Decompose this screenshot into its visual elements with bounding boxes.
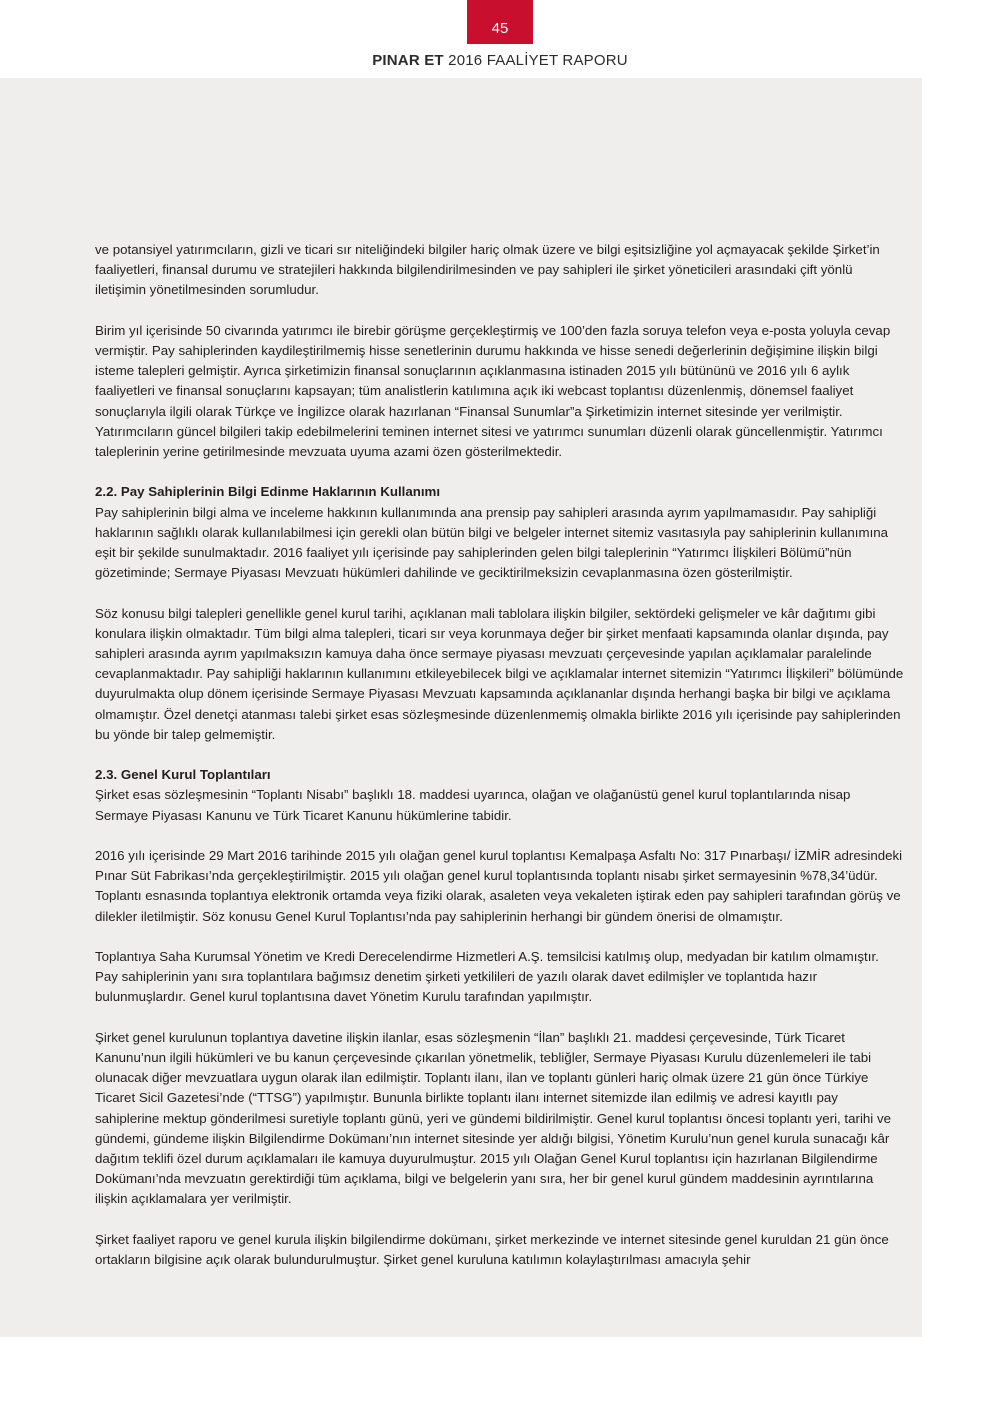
report-title [0, 52, 1000, 69]
page-number: 45 [491, 20, 509, 37]
paragraph: 2016 yılı içerisinde 29 Mart 2016 tarihinde 2015 yılı olağan genel kurul toplantısı Kemalpaşa Asfaltı No: 317 Pınarbaşı/ İZMİR adresindeki Pınar Süt Fabrikası’nda gerçekleştirilmiştir. 2015 yılı olağan genel kurul toplantısında toplantı nisabı şirket sermayesinin %78,34’üdür. Toplantı esnasında toplantıya elektronik ortamda veya fiziki olarak, asaleten veya vekaleten iştirak eden pay sahipleri tarafından görüş ve dilekler iletilmiştir. Söz konusu Genel Kurul Toplantısı’nda pay sahiplerinin herhangi bir gündem önerisi de olmamıştır. [95, 848, 903, 924]
paragraph: Söz konusu bilgi talepleri genellikle genel kurul tarihi, açıklanan mali tablolara ilişkin bilgiler, sektördeki gelişmeler ve kâr dağıtımı gibi konulara ilişkin olmaktadır. Tüm bilgi alma talepleri, ticari sır veya korunmaya değer bir şirket menfaati kapsamında olanlar dışında, pay sahipleri arasında ayrım yapılmaksızın kamuya daha önce sermaye piyasası mevzuatı çerçevesinde yapılan açıklamalar paralelinde cevaplanmaktadır. Pay sahipliği haklarının kullanımını etkileyebilecek bilgi ve açıklamalar internet sitemizin “Yatırımcı İlişkileri” bölümünde duyurulmakta olup dönem içerisinde Sermaye Piyasası Mevzuatı kapsamında açıklananlar dışında herhangi başka bir bilgi ve açıklama olmamıştır. Özel denetçi atanması talebi şirket esas sözleşmesinde düzenlenmemiş olmakla birlikte 2016 yılı içerisinde pay sahiplerinden bu yönde bir talep gelmemiştir. [95, 605, 904, 742]
paragraph: ve potansiyel yatırımcıların, gizli ve ticari sır niteliğindeki bilgiler hariç olmak üzere ve bilgi eşitsizliğine yol açmayacak şekilde Şirket’in faaliyetleri, finansal durumu ve stratejileri hakkında bilgilendirilmesinden ve pay sahipleri ile şirket yöneticileri arasındaki çift yönlü iletişimin yönetilmesinden sorumludur. [95, 242, 880, 298]
section-heading-2-2: 2.2. Pay Sahiplerinin Bilgi Edinme Haklarının Kullanımı [95, 484, 441, 500]
paragraph: Şirket genel kurulunun toplantıya davetine ilişkin ilanlar, esas sözleşmenin “İlan” başlıklı 21. maddesi çerçevesinde, Türk Ticaret Kanunu’nun ilgili hükümleri ve bu kanun çerçevesinde çıkarılan yönetmelik, tebliğler, Sermaye Piyasası Kurulu düzenlemeleri ile tabi olunacak diğer mevzuatlara uygun olarak ilan edilmiştir. Toplantı ilanı, ilan ve toplantı günleri hariç olmak üzere 21 gün önce Türkiye Ticaret Sicil Gazetesi’nde (“TTSG”) yapılmıştır. Bununla birlikte toplantı ilanı internet sitemizde ilan edilmiş ve adresi kayıtlı pay sahiplerine mektup gönderilmesi suretiyle toplantı günü, yeri ve gündemi bildirilmiştir. Genel kurul toplantısı öncesi toplantı yeri, tarihi ve gündemi, gündeme ilişkin Bilgilendirme Dokümanı’nın internet sitesinde yer aldığı bilgisi, Yönetim Kurulu’nun genel kurula sunacağı kâr dağıtım teklifi özel durum açıklamaları ile kamuya duyurulmuştur. 2015 yılı Olağan Genel Kurul toplantısı için hazırlanan Bilgilendirme Dokümanı’nda mevzuatın gerektirdiği tüm açıklama, bilgi ve belgelerin yanı sıra, her bir genel kurul gündem maddesinin ayrıntılarına ilişkin açıklamalara yer verilmiştir. [95, 1029, 891, 1207]
paragraph: Birim yıl içerisinde 50 civarında yatırımcı ile birebir görüşme gerçekleştirmiş ve 100’den fazla soruya telefon veya e-posta yoluyla cevap vermiştir. Pay sahiplerinden kaydileştirilmemiş hisse senetlerinin durumu hakkında ve hisse senedi değerlerinin değişimine ilişkin bilgi isteme talepleri gelmiştir. Ayrıca şirketimizin finansal sonuçlarının açıklanmasına istinaden 2015 yılı bütününü ve 2016 yılı 6 aylık faaliyetleri ve finansal sonuçlarını kapsayan; tüm analistlerin katılımına açık iki webcast toplantısı düzenlenmiş, dönemsel faaliyet sonuçlarıyla ilgili olarak Türkçe ve İngilizce olarak hazırlanan “Finansal Sunumlar”a Şirketimizin internet sitesinde yer verilmiştir. Yatırımcıların güncel bilgileri takip edebilmelerini teminen internet sitesi ve yatırımcı sunumları düzenli olarak güncellenmiştir. Yatırımcı taleplerinin yerine getirilmesinde mevzuata uyuma azami özen gösterilmektedir. [95, 322, 891, 460]
page-number-tab [467, 0, 533, 44]
report-name: 2016 FAALİYET RAPORU [448, 52, 628, 69]
section-heading-2-3: 2.3. Genel Kurul Toplantıları [95, 767, 271, 783]
paragraph: Toplantıya Saha Kurumsal Yönetim ve Kredi Derecelendirme Hizmetleri A.Ş. temsilcisi katılmış olup, medyadan bir katılım olmamıştır. Pay sahiplerinin yanı sıra toplantılara bağımsız denetim şirketi yetkilileri de yazılı olarak davet edilmişler ve toplantıda hazır bulunmuşlardır. Genel kurul toplantısına davet Yönetim Kurulu tarafından yapılmıştır. [95, 949, 879, 1005]
paragraph: Şirket faaliyet raporu ve genel kurula ilişkin bilgilendirme dokümanı, şirket merkezinde ve internet sitesinde genel kuruldan 21 gün önce ortakların bilgisine açık olarak bulundurulmuştur. Şirket genel kuruluna katılımın kolaylaştırılması amacıyla şehir [95, 1231, 889, 1268]
paragraph: Şirket esas sözleşmesinin “Toplantı Nisabı” başlıklı 18. maddesi uyarınca, olağan ve olağanüstü genel kurul toplantılarında nisap Sermaye Piyasası Kanunu ve Türk Ticaret Kanunu hükümlerine tabidir. [95, 787, 851, 823]
brand-name: PINAR ET [372, 52, 444, 69]
paragraph: Pay sahiplerinin bilgi alma ve inceleme hakkının kullanımında ana prensip pay sahipleri arasında ayrım yapılmamasıdır. Pay sahipliği haklarının sağlıklı olarak kullanılabilmesi için gerekli olan bütün bilgi ve belgeler internet sitemiz vasıtasıyla pay sahiplerinin kullanımına eşit bir şekilde sunulmaktadır. 2016 faaliyet yılı içerisinde pay sahiplerinden gelen bilgi taleplerinin “Yatırımcı İlişkileri Bölümü”nün gözetiminde; Sermaye Piyasası Mevzuatı hükümleri dahilinde ve geciktirilmeksizin cevaplanmasına özen gösterilmiştir. [95, 504, 889, 581]
document-body [95, 240, 905, 1270]
